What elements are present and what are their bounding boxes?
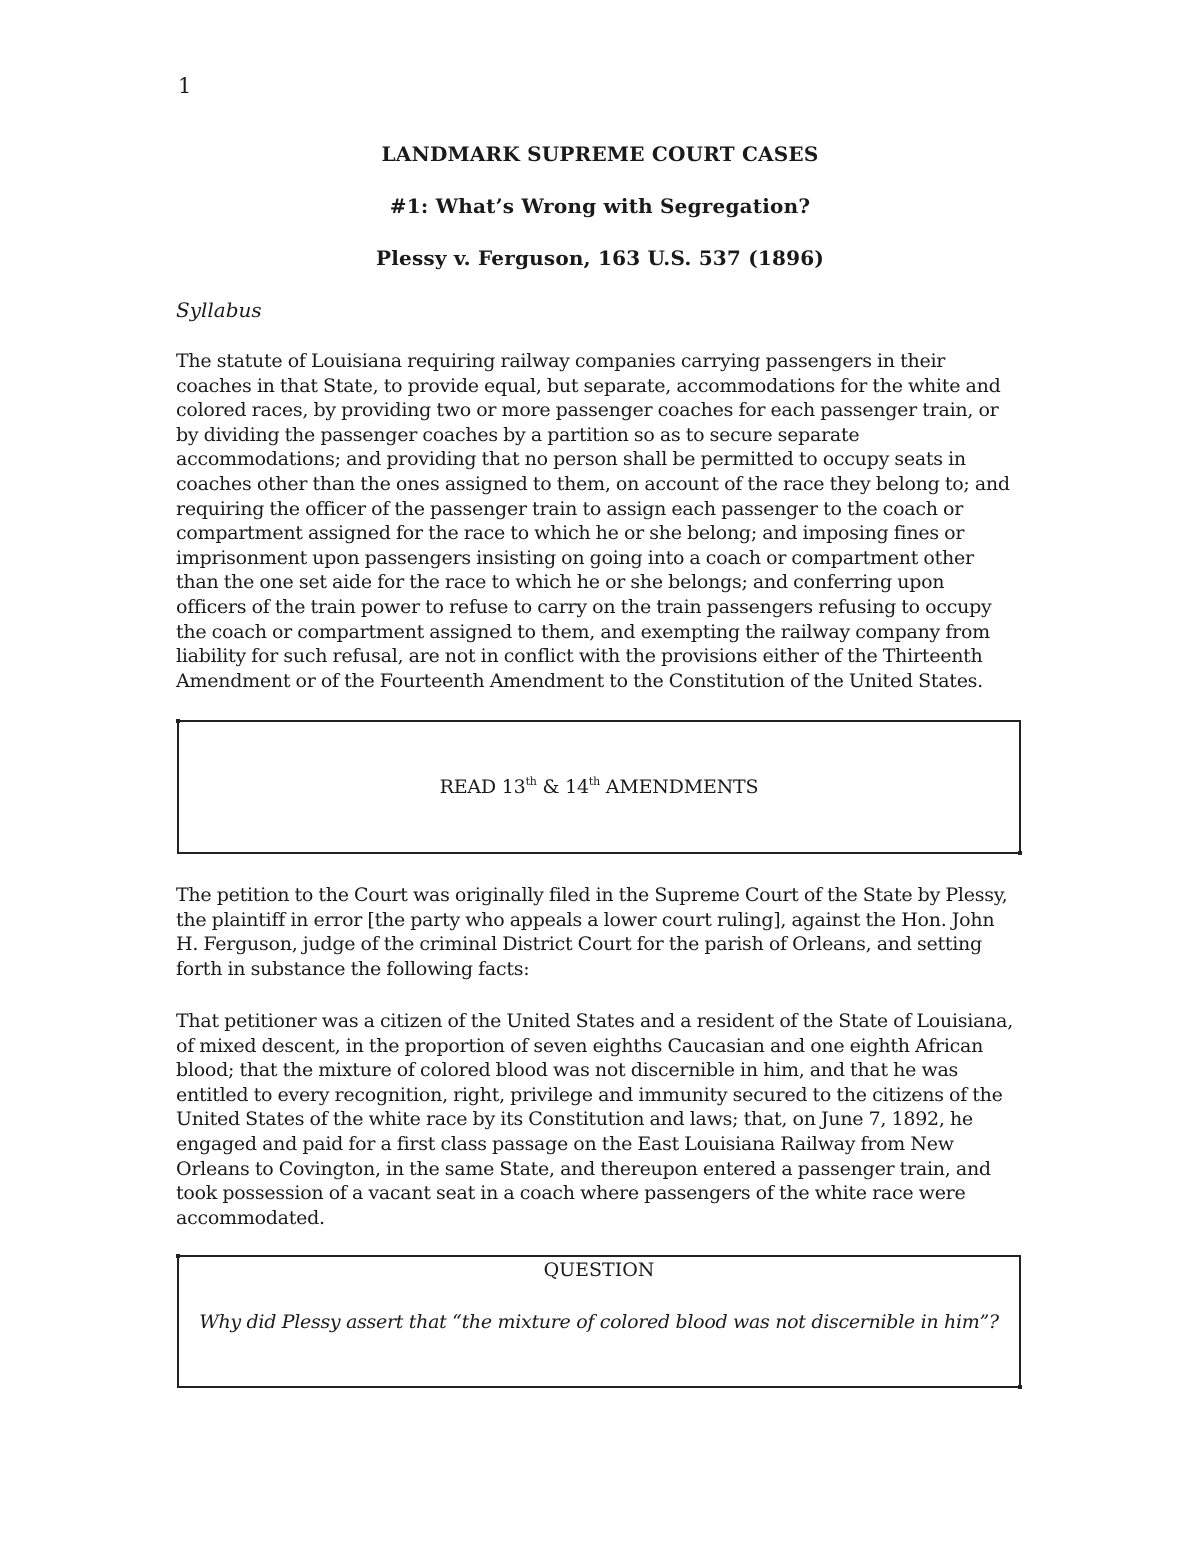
- petition-line: the plaintiff in error [the party who appeals a lower court ruling], against the Hon. John: [176, 908, 995, 931]
- document-subtitle: #1: What’s Wrong with Segregation?: [389, 194, 811, 218]
- syllabus-line: officers of the train power to refuse to carry on the train passengers refusing to occupy: [176, 595, 992, 618]
- ordinal-superscript: th: [525, 775, 537, 788]
- read-text-suffix: AMENDMENTS: [599, 776, 759, 798]
- petition-paragraph: [176, 883, 1036, 981]
- question-title: QUESTION: [543, 1259, 655, 1281]
- syllabus-line: Amendment or of the Fourteenth Amendment to the Constitution of the United States.: [176, 669, 983, 692]
- syllabus-line: accommodations; and providing that no person shall be permitted to occupy seats in: [176, 448, 966, 471]
- syllabus-line: the coach or compartment assigned to them, and exempting the railway company from: [176, 620, 990, 643]
- petition-line: forth in substance the following facts:: [176, 957, 530, 980]
- syllabus-line: liability for such refusal, are not in conflict with the provisions either of the Thirteenth: [176, 645, 983, 668]
- syllabus-paragraph: [176, 349, 1036, 693]
- syllabus-line: requiring the officer of the passenger train to assign each passenger to the coach or: [176, 497, 964, 520]
- facts-line: of mixed descent, in the proportion of seven eighths Caucasian and one eighth African: [176, 1034, 984, 1057]
- case-citation: Plessy v. Ferguson, 163 U.S. 537 (1896): [376, 246, 824, 270]
- syllabus-line: compartment assigned for the race to which he or she belong; and imposing fines or: [176, 522, 965, 545]
- read-amendments-text: [179, 776, 1019, 798]
- question-box: [177, 1255, 1021, 1388]
- syllabus-line: The statute of Louisiana requiring railway companies carrying passengers in their: [176, 350, 946, 372]
- facts-line: United States of the white race by its Constitution and laws; that, on June 7, 1892, he: [176, 1108, 973, 1131]
- page-number: 1: [178, 74, 192, 98]
- facts-line: entitled to every recognition, right, privilege and immunity secured to the citizens of the: [176, 1083, 1003, 1106]
- syllabus-line: than the one set aide for the race to which he or she belongs; and conferring upon: [176, 571, 945, 594]
- syllabus-line: by dividing the passenger coaches by a partition so as to secure separate: [176, 423, 860, 446]
- facts-paragraph: [176, 1009, 1036, 1230]
- section-label-syllabus: Syllabus: [176, 298, 262, 322]
- facts-line: That petitioner was a citizen of the United States and a resident of the State of Louisiana,: [176, 1010, 1014, 1032]
- syllabus-line: colored races, by providing two or more passenger coaches for each passenger train, or: [176, 399, 999, 422]
- question-text: Why did Plessy assert that “the mixture of colored blood was not discernible in him”?: [199, 1311, 999, 1333]
- facts-line: Orleans to Covington, in the same State, and thereupon entered a passenger train, and: [176, 1157, 991, 1180]
- facts-line: engaged and paid for a first class passage on the East Louisiana Railway from New: [176, 1132, 954, 1155]
- read-amendments-box: [177, 720, 1021, 854]
- facts-line: took possession of a vacant seat in a coach where passengers of the white race were: [176, 1182, 966, 1205]
- read-text-middle: & 14: [536, 776, 589, 798]
- document-title: LANDMARK SUPREME COURT CASES: [381, 142, 819, 166]
- syllabus-line: coaches other than the ones assigned to them, on account of the race they belong to; and: [176, 472, 1010, 495]
- ordinal-superscript: th: [588, 775, 600, 788]
- syllabus-line: imprisonment upon passengers insisting on going into a coach or compartment other: [176, 546, 974, 569]
- petition-line: The petition to the Court was originally filed in the Supreme Court of the State by Plessy,: [176, 884, 1008, 906]
- syllabus-line: coaches in that State, to provide equal, but separate, accommodations for the white and: [176, 374, 1001, 397]
- read-text-prefix: READ 13: [439, 776, 526, 798]
- facts-line: blood; that the mixture of colored blood was not discernible in him, and that he was: [176, 1059, 959, 1082]
- petition-line: H. Ferguson, judge of the criminal District Court for the parish of Orleans, and setting: [176, 933, 982, 956]
- facts-line: accommodated.: [176, 1206, 325, 1229]
